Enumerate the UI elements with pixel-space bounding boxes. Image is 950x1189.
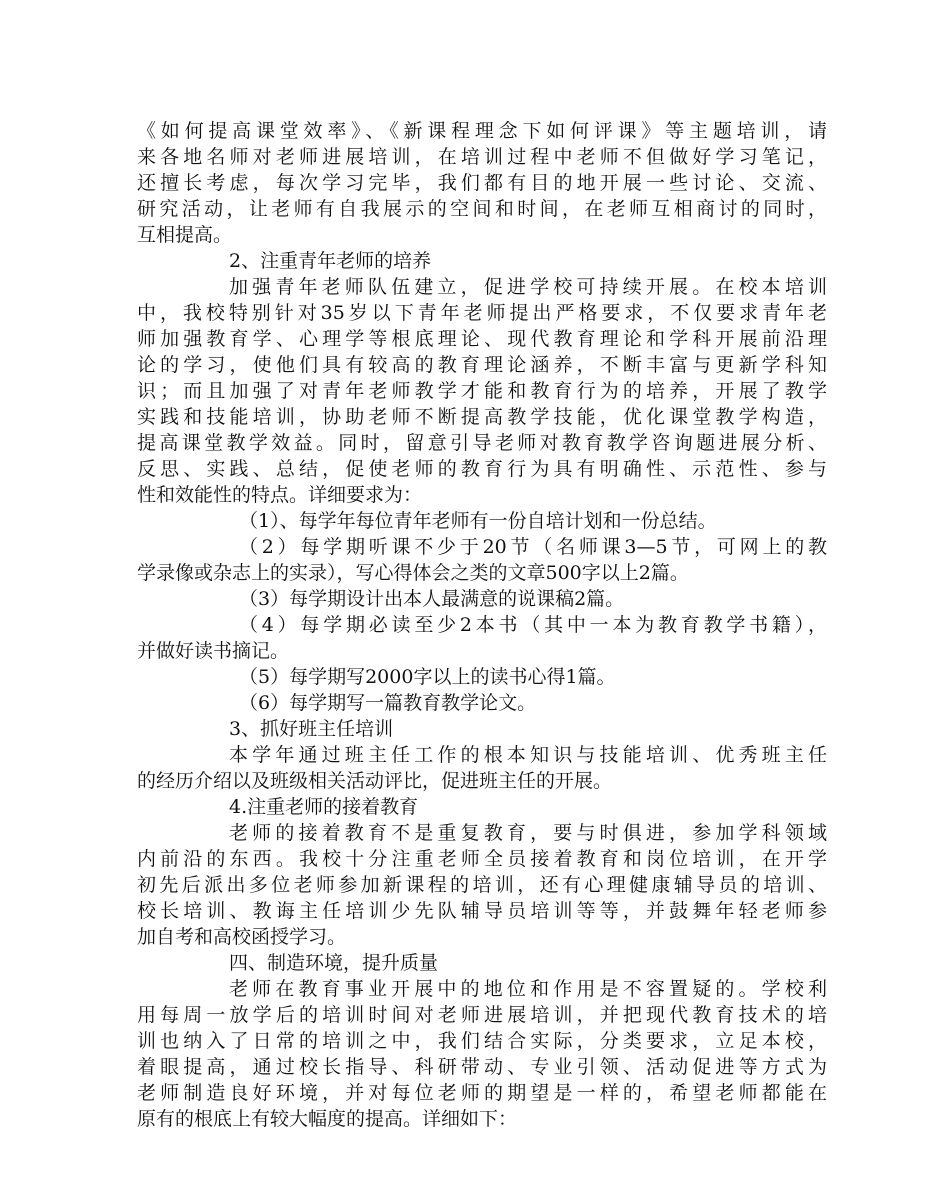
list-item-continuation: 学录像或杂志上的实录），写心得体会之类的文章500字以上2篇。	[137, 562, 689, 584]
text-line: 研究活动，让老师有自我展示的空间和时间，在老师互相商讨的同时，	[137, 198, 827, 220]
text-line: 《如何提高课堂效率》、《新课程理念下如何评课》等主题培训，请	[137, 120, 827, 142]
list-item-continuation: 并做好读书摘记。	[137, 640, 290, 662]
text-line: 的经历介绍以及班级相关活动评比，促进班主任的开展。	[137, 770, 613, 792]
list-item: （1）、每学年每位青年老师有一份自培计划和一份总结。	[239, 510, 717, 532]
text-line: 来各地名师对老师进展培训，在培训过程中老师不但做好学习笔记，	[137, 146, 827, 168]
text-line: 老师制造良好环境，并对每位老师的期望是一样的，希望老师都能在	[137, 1082, 827, 1104]
list-item: （4）每学期必读至少2本书（其中一本为教育教学书籍），	[239, 614, 827, 636]
text-line: 论的学习，使他们具有较高的教育理论涵养，不断丰富与更新学科知	[137, 354, 827, 376]
section-heading: 2、注重青年老师的培养	[229, 250, 432, 272]
paragraph-start-line: 加强青年老师队伍建立，促进学校可持续开展。在校本培训	[229, 276, 827, 298]
text-line: 还擅长考虑，每次学习完毕，我们都有目的地开展一些讨论、交流、	[137, 172, 827, 194]
paragraph-start-line: 老师的接着教育不是重复教育，要与时俱进，参加学科领域	[229, 822, 827, 844]
document-body	[137, 118, 827, 1132]
text-line: 师加强教育学、心理学等根底理论、现代教育理论和学科开展前沿理	[137, 328, 827, 350]
text-line: 原有的根底上有较大幅度的提高。详细如下：	[137, 1108, 518, 1130]
text-line: 校长培训、教诲主任培训少先队辅导员培训等等，并鼓舞年轻老师参	[137, 900, 827, 922]
text-line: 加自考和高校函授学习。	[137, 926, 347, 948]
section-heading: 四、制造环境，提升质量	[229, 952, 439, 974]
list-item: （3）每学期设计出本人最满意的说课稿2篇。	[239, 588, 625, 610]
list-item: （2）每学期听课不少于20节（名师课3—5节，可网上的教	[239, 536, 827, 558]
text-line: 性和效能性的特点。详细要求为：	[137, 484, 423, 506]
text-line: 训也纳入了日常的培训之中，我们结合实际，分类要求，立足本校，	[137, 1030, 827, 1052]
list-item: （5）每学期写2000字以上的读书心得1篇。	[239, 666, 616, 688]
text-line: 内前沿的东西。我校十分注重老师全员接着教育和岗位培训，在开学	[137, 848, 827, 870]
paragraph-start-line: 老师在教育事业开展中的地位和作用是不容置疑的。学校利	[229, 978, 827, 1000]
text-line: 着眼提高，通过校长指导、科研带动、专业引领、活动促进等方式为	[137, 1056, 827, 1078]
text-line: 用每周一放学后的培训时间对老师进展培训，并把现代教育技术的培	[137, 1004, 827, 1026]
text-line: 实践和技能培训，协助老师不断提高教学技能，优化课堂教学构造，	[137, 406, 827, 428]
text-line: 反思、实践、总结，促使老师的教育行为具有明确性、示范性、参与	[137, 458, 827, 480]
text-line: 互相提高。	[137, 224, 233, 246]
list-item: （6）每学期写一篇教育教学论文。	[239, 692, 537, 714]
paragraph-start-line: 本学年通过班主任工作的根本知识与技能培训、优秀班主任	[229, 744, 827, 766]
text-line: 识；而且加强了对青年老师教学才能和教育行为的培养，开展了教学	[137, 380, 827, 402]
text-line: 初先后派出多位老师参加新课程的培训，还有心理健康辅导员的培训、	[137, 874, 827, 896]
text-line: 中，我校特别针对35岁以下青年老师提出严格要求，不仅要求青年老	[137, 302, 827, 324]
section-heading: 4.注重老师的接着教育	[229, 796, 419, 818]
section-heading: 3、抓好班主任培训	[229, 718, 394, 740]
text-line: 提高课堂教学效益。同时，留意引导老师对教育教学咨询题进展分析、	[137, 432, 827, 454]
